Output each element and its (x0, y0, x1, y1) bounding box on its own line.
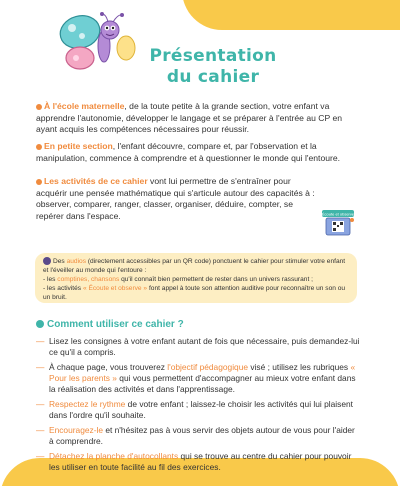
intro-activites (36, 176, 318, 222)
activites-text: vont lui permettre de s'entraîner pour acquérir une pensée mathématique qui s'articule autour des capacités à : observer, comparer, ranger, classer, organiser, déduire, compter, se repérer dans l'espace. (36, 176, 315, 221)
heading-dot-icon (36, 320, 44, 328)
audio-line1-b: audios (66, 258, 86, 265)
list-item (36, 399, 361, 421)
audio-line-2 (43, 275, 349, 284)
title-line-1: Présentation (149, 46, 277, 66)
audio-line2-b: comptines, chansons (57, 276, 120, 283)
tip-text-post: qui se trouve au centre du cahier pour pouvoir les utiliser en toute facilité au fil des exercices. (49, 451, 352, 472)
title-line-2: du cahier (166, 67, 260, 87)
intro-petite-section (36, 141, 354, 164)
audio-line3-a: - les activités (43, 285, 83, 292)
bullet-dot (36, 179, 42, 185)
audio-badge-icon (322, 210, 354, 236)
how-title-text: Comment utiliser ce cahier ? (47, 319, 184, 330)
top-right-yellow-band (182, 0, 400, 30)
audio-line-3 (43, 284, 349, 302)
petite-section-text: , l'enfant découvre, compare et, par l'observation et la manipulation, commence à comprendre et à questionner le monde qui l'entoure. (36, 141, 341, 163)
how-to-use-heading (36, 319, 184, 330)
dash-bullet: — (36, 399, 45, 409)
audio-line3-b: « Écoute et observe » (82, 285, 148, 292)
activites-highlight: Les activités de ce cahier (44, 176, 148, 186)
tip-text-post: et n'hésitez pas à vous servir des objets autour de vous pour l'aider à comprendre. (49, 425, 355, 446)
pour-les-parents-highlight: « Pour les parents » (49, 362, 356, 383)
tip-highlight: Respectez le rythme (49, 399, 126, 409)
petite-section-highlight: En petite section (44, 141, 113, 151)
maternelle-highlight: À l'école maternelle (44, 101, 125, 111)
headphones-icon (43, 257, 51, 265)
tip-highlight: Encouragez-le (49, 425, 104, 435)
audio-line3-c: font appel à toute son attention auditive pour reconnaître un son ou un bruit. (43, 285, 346, 301)
audio-badge-label: Écoute et observe (322, 211, 354, 217)
tips-list (36, 336, 361, 477)
bullet-dot (36, 104, 42, 110)
dash-bullet: — (36, 336, 45, 346)
dash-bullet: — (36, 425, 45, 435)
audio-line2-c: qu'il connaît bien permettent de rester dans un univers rassurant ; (119, 276, 313, 283)
maternelle-text: , de la toute petite à la grande section, votre enfant va apprendre l'autonomie, développer le langage et se préparer à l'entrée au CP en ayant acquis les compétences nécessaires pour réussir. (36, 101, 343, 134)
list-item (36, 425, 361, 447)
list-item (36, 336, 361, 358)
tip-text-post: visé ; utilisez les rubriques « Pour les parents » qui vous permettent d'accompagner au mieux votre enfant dans la réalisation des activités et dans l'apprentissage. (49, 362, 356, 394)
audio-line2-a: - les (43, 276, 58, 283)
tip-highlight: Détachez la planche d'autocollants (49, 451, 179, 461)
bullet-dot (36, 144, 42, 150)
audio-line-1 (43, 257, 349, 275)
dash-bullet: — (36, 362, 45, 372)
list-item (36, 362, 361, 395)
tip-text: À chaque page, vous trouverez (49, 362, 168, 372)
tip-text: Lisez les consignes à votre enfant autant de fois que nécessaire, puis demandez-lui ce qu'il a compris. (49, 336, 360, 357)
audio-line1-c: (directement accessibles par un QR code) ponctuent le cahier pour stimuler votre enfant et l'éveiller au monde qui l'entoure : (43, 258, 346, 274)
audio-info-box (35, 253, 357, 303)
audio-line1-a: Des (53, 258, 67, 265)
tip-highlight: l'objectif pédagogique (167, 362, 249, 372)
tip-text-post: de votre enfant ; laissez-le choisir les activités qui lui plaisent dans l'ordre qu'il souhaite. (49, 399, 353, 420)
intro-maternelle (36, 101, 354, 136)
butterfly-illustration (58, 12, 136, 78)
dash-bullet: — (36, 451, 45, 461)
page-title (148, 46, 278, 88)
list-item (36, 451, 361, 473)
